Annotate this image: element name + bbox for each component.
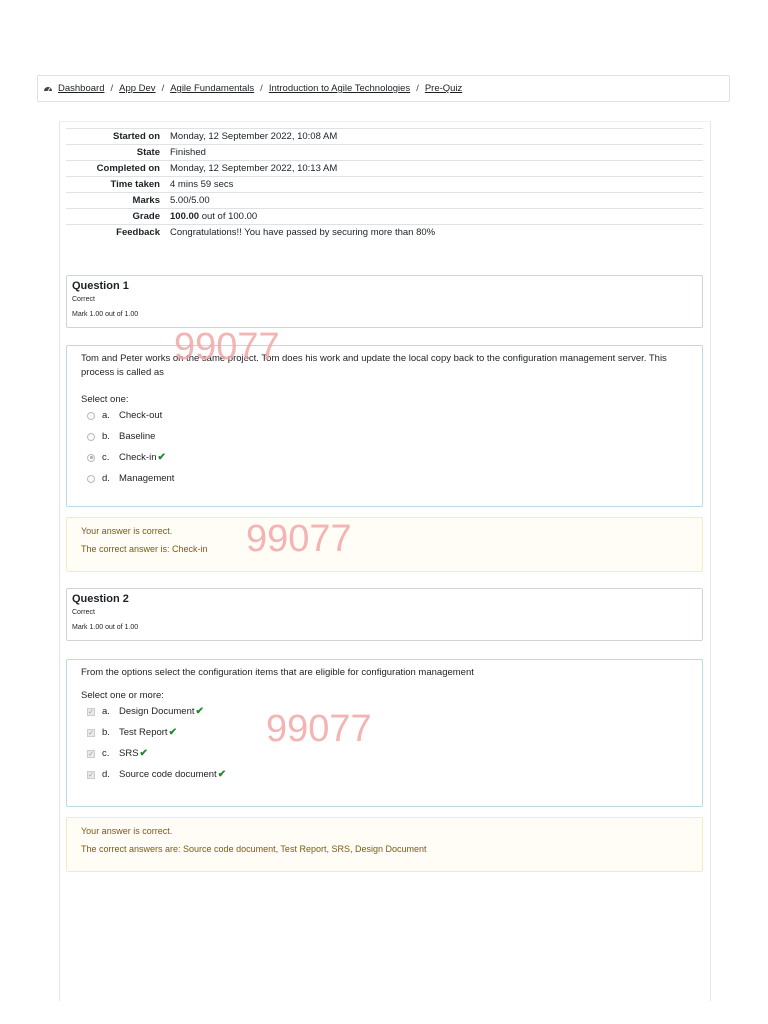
option-letter: c. — [102, 748, 110, 759]
answer-feedback — [66, 817, 703, 872]
summary-label: Grade — [132, 211, 160, 222]
breadcrumb-pre-quiz[interactable]: Pre-Quiz — [424, 83, 463, 94]
option-letter: a. — [102, 706, 110, 717]
summary-row — [66, 225, 703, 241]
correct-check-icon: ✔ — [195, 706, 204, 717]
question-state: Correct — [72, 296, 95, 303]
correct-check-icon: ✔ — [139, 748, 148, 759]
option-letter: a. — [102, 410, 110, 421]
summary-row — [66, 177, 703, 193]
answer-option[interactable] — [81, 701, 688, 722]
question-formulation — [66, 345, 703, 507]
question-number: Question 1 — [72, 280, 129, 292]
option-label: Baseline — [119, 431, 156, 442]
answer-option[interactable] — [81, 468, 688, 489]
summary-value: 5.00/5.00 — [170, 195, 210, 206]
checkbox-checked[interactable]: ✓ — [88, 771, 94, 779]
summary-row — [66, 129, 703, 145]
answer-option[interactable] — [81, 447, 688, 468]
summary-value — [170, 209, 703, 225]
option-label: Check-out — [119, 410, 163, 421]
summary-value: Finished — [170, 147, 206, 158]
answer-option[interactable] — [81, 743, 688, 764]
summary-value: Congratulations!! You have passed by securing more than 80% — [170, 227, 436, 239]
option-letter: d. — [102, 473, 110, 484]
question-mark: Mark 1.00 out of 1.00 — [72, 311, 139, 318]
radio-button[interactable] — [87, 433, 95, 441]
summary-value: Monday, 12 September 2022, 10:13 AM — [170, 163, 338, 174]
feedback-message: Your answer is correct. — [81, 826, 173, 836]
breadcrumb-dashboard[interactable]: Dashboard — [58, 83, 105, 94]
summary-value: Monday, 12 September 2022, 10:08 AM — [170, 131, 338, 142]
radio-button-selected[interactable] — [87, 454, 95, 462]
question-text: From the options select the configuration items that are eligible for configuration management — [81, 667, 474, 678]
option-label: SRS — [119, 748, 139, 759]
correct-check-icon: ✔ — [157, 452, 166, 463]
correct-check-icon: ✔ — [168, 727, 177, 738]
watermark: 99077 — [174, 326, 280, 368]
summary-row — [66, 209, 703, 225]
answer-prompt: Select one: — [81, 394, 129, 405]
correct-answer-text: The correct answer is: Check-in — [81, 544, 208, 554]
option-letter: b. — [102, 727, 110, 738]
option-letter: c. — [102, 452, 110, 463]
breadcrumb-agile-fundamentals[interactable]: Agile Fundamentals — [170, 83, 255, 94]
breadcrumb-introduction-to-agile[interactable]: Introduction to Agile Technologies — [268, 83, 411, 94]
watermark: 99077 — [266, 708, 372, 750]
summary-label: Marks — [132, 195, 160, 206]
question-state: Correct — [72, 609, 95, 616]
correct-answer-text: The correct answers are: Source code document, Test Report, SRS, Design Document — [81, 844, 427, 854]
summary-row — [66, 161, 703, 177]
option-label: Management — [119, 473, 175, 484]
breadcrumb-separator: / — [110, 83, 114, 94]
summary-label: Started on — [113, 131, 160, 142]
option-letter: b. — [102, 431, 110, 442]
breadcrumb-separator: / — [416, 83, 419, 94]
grade-out-of: out of 100.00 — [199, 211, 258, 222]
question-formulation — [66, 659, 703, 807]
radio-button[interactable] — [87, 412, 95, 420]
option-letter: d. — [102, 769, 110, 780]
answer-feedback — [66, 517, 703, 572]
summary-row — [66, 145, 703, 161]
checkbox-checked[interactable]: ✓ — [88, 750, 94, 758]
answer-options — [81, 405, 688, 489]
attempt-summary-table — [66, 128, 703, 241]
answer-option[interactable] — [81, 426, 688, 447]
question-info — [66, 588, 703, 641]
option-label: Design Document — [119, 706, 195, 717]
option-label: Source code document — [119, 769, 217, 780]
option-label: Test Report — [119, 727, 168, 738]
checkbox-checked[interactable]: ✓ — [88, 708, 94, 716]
summary-row — [66, 193, 703, 209]
breadcrumb-app-dev[interactable]: App Dev — [119, 83, 156, 94]
question-info — [66, 275, 703, 328]
summary-label: Time taken — [110, 179, 160, 190]
radio-button[interactable] — [87, 475, 95, 483]
question-text: Tom and Peter works on the same project. Tom does his work and update the local copy back to the configuration management server. This process is called as — [81, 353, 667, 378]
answer-options — [81, 701, 688, 785]
question-number: Question 2 — [72, 593, 129, 605]
answer-option[interactable] — [81, 405, 688, 426]
answer-prompt: Select one or more: — [81, 690, 164, 701]
summary-label: Completed on — [96, 163, 160, 174]
summary-label: Feedback — [116, 227, 160, 239]
summary-value: 4 mins 59 secs — [170, 179, 234, 190]
checkbox-checked[interactable]: ✓ — [88, 729, 94, 737]
grade-value: 100.00 — [170, 211, 200, 222]
watermark: 99077 — [246, 518, 352, 560]
breadcrumb — [37, 75, 730, 102]
answer-option[interactable] — [81, 764, 688, 785]
feedback-message: Your answer is correct. — [81, 526, 173, 536]
answer-option[interactable] — [81, 722, 688, 743]
question-mark: Mark 1.00 out of 1.00 — [72, 624, 139, 631]
dashboard-icon — [43, 84, 53, 94]
summary-label: State — [136, 147, 160, 158]
breadcrumb-separator: / — [161, 83, 165, 94]
breadcrumb-separator: / — [260, 83, 263, 94]
correct-check-icon: ✔ — [217, 769, 227, 780]
option-label: Check-in — [119, 452, 157, 463]
